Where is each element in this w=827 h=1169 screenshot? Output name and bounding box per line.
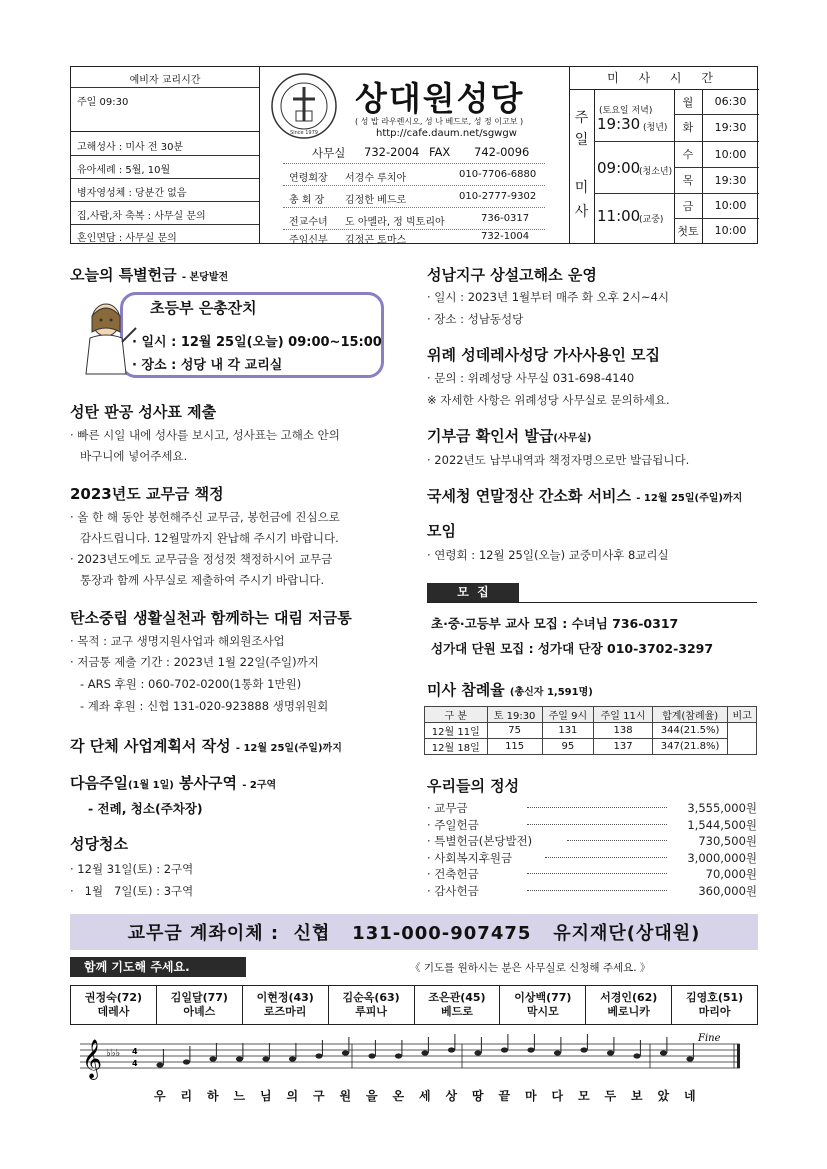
prayer-tag: 함께 기도해 주세요. <box>70 957 246 977</box>
weekday-label: 화 <box>682 121 694 134</box>
contact-phone: 736-0317 <box>481 213 530 224</box>
music-note <box>580 1047 587 1052</box>
fax-number: 742-0096 <box>474 145 530 159</box>
carbon-line: - 계좌 후원 : 신협 131-020-923888 생명위원회 <box>80 699 329 713</box>
attendance-cell: 138 <box>594 723 653 739</box>
weekday-label: 첫토 <box>677 224 699 238</box>
table-row <box>425 723 757 739</box>
contact-role: 총 회 장 <box>289 195 325 206</box>
flat-icon: ♭♭♭ <box>106 1048 121 1059</box>
attendance-header: 합계(참례율) <box>653 707 728 723</box>
info-row: 혼인면담 : 사무실 문의 <box>77 233 177 244</box>
lyric-syllable: 네 <box>684 1089 696 1103</box>
info-row: 병자영성체 : 당분간 없음 <box>77 188 187 199</box>
account-banner: 교무금 계좌이체 : 신협 131-000-907475 유지재단(상대원) <box>70 914 758 950</box>
sunday-sub-2: (청소년) <box>639 167 673 177</box>
list-item: · 건축헌금 70,000원 <box>427 867 757 881</box>
christmas-card-title: 성탄 판공 성사표 제출 <box>70 403 217 421</box>
recruit-divider <box>427 602 757 603</box>
attendance-note-cell <box>728 723 757 755</box>
special-offering-title: 오늘의 특별헌금 - 본당발전 <box>70 266 229 284</box>
music-note <box>607 1050 614 1055</box>
list-item: 이상백(77) 막시모 <box>499 986 585 1024</box>
treble-clef-icon: 𝄞 <box>82 1039 103 1079</box>
music-note <box>342 1050 349 1055</box>
dues-line: 감사드립니다. 12월말까지 완납해 주시기 바랍니다. <box>80 531 339 545</box>
next-sunday-line: - 전례, 청소(주차장) <box>88 801 203 816</box>
confession-line: · 장소 : 성남동성당 <box>427 312 524 326</box>
weekday-time: 19:30 <box>714 120 747 134</box>
recruit-tag: 모 집 <box>427 583 519 602</box>
donation-cert-line: · 2022년도 납부내역과 책정자명으로만 발급됩니다. <box>427 453 690 467</box>
attendance-cell: 95 <box>542 739 593 755</box>
lyric-syllable: 느 <box>233 1089 246 1103</box>
attendance-cell: 137 <box>594 739 653 755</box>
list-item: · 감사헌금 360,000원 <box>427 883 757 898</box>
contact-name: 서경수 루치아 <box>345 173 407 184</box>
lyric-syllable: 상 <box>445 1089 458 1103</box>
church-subtitle: ( 성 밥 라우렌시오, 성 나 베드로, 성 정 이고보 ) <box>355 117 524 126</box>
mass-label-char: 미 <box>574 180 589 196</box>
sunday-time-2: 09:00 <box>597 159 641 177</box>
dues-title: 2023년도 교무금 책정 <box>70 485 224 503</box>
lyric-syllable: 온 <box>392 1089 405 1103</box>
music-note <box>448 1047 455 1052</box>
dues-line: 통장과 함께 사무실로 제출하여 주시기 바랍니다. <box>80 573 325 587</box>
lyric-syllable: 하 <box>207 1089 219 1103</box>
confession-line: · 일시 : 2023년 1월부터 매주 화 오후 2시~4시 <box>427 290 670 304</box>
music-note <box>395 1053 402 1058</box>
cafe-url[interactable]: http://cafe.daum.net/sgwgw <box>376 128 517 139</box>
list-item: · 주일헌금 1,544,500원 <box>427 817 757 832</box>
cleaning-title: 성당청소 <box>70 835 128 853</box>
contact-name: 김정한 베드로 <box>345 195 407 206</box>
event-banner-title: 초등부 은총잔치 <box>146 297 261 318</box>
lyric-syllable: 보 <box>631 1089 643 1103</box>
attendance-cell: 347(21.8%) <box>653 739 728 755</box>
lyric-syllable: 세 <box>419 1089 431 1103</box>
info-row: 유아세례 : 5월, 10월 <box>77 165 171 176</box>
tax-title: 국세청 연말정산 간소화 서비스 - 12월 25일(주일)까지 <box>427 487 743 505</box>
carbon-line: - ARS 후원 : 060-702-0200(1통화 1만원) <box>80 677 302 691</box>
dues-line: · 올 한 해 동안 봉헌해주신 교무금, 봉헌금에 진심으로 <box>70 510 340 524</box>
attendance-header: 구 분 <box>425 707 488 723</box>
carbon-title: 탄소중립 생활실천과 함께하는 대림 저금통 <box>70 609 352 627</box>
attendance-header: 주일 9시 <box>542 707 593 723</box>
lyric-syllable: 모 <box>578 1089 590 1103</box>
music-note <box>289 1056 296 1061</box>
music-note <box>183 1059 190 1064</box>
music-note <box>474 1050 481 1055</box>
housekeeper-line: · 문의 : 위례성당 사무실 031-698-4140 <box>427 371 635 385</box>
catechism-title: 예비자 교리시간 <box>129 75 201 86</box>
music-note <box>660 1050 667 1055</box>
event-place: · 장소 : 성당 내 각 교리실 <box>132 358 283 373</box>
lyric-syllable: 우 <box>154 1089 166 1103</box>
donation-cert-title: 기부금 확인서 발급(사무실) <box>427 427 592 445</box>
offerings-title: 우리들의 정성 <box>427 777 520 795</box>
music-note <box>554 1050 561 1055</box>
dues-line: · 2023년도에도 교무금을 정성껏 책정하시어 교무금 <box>70 552 333 566</box>
offerings-list <box>427 800 757 899</box>
weekday-time: 10:00 <box>714 224 747 237</box>
sunday-sub-3: (교중) <box>639 215 664 225</box>
attendance-cell: 12월 11일 <box>425 723 488 739</box>
recruit-line: 초·중·고등부 교사 모집 : 수녀님 736-0317 <box>431 616 679 631</box>
contact-name: 도 아멜라, 정 빅토리아 <box>345 217 445 228</box>
lyric-syllable: 리 <box>180 1089 193 1103</box>
fine-marking: Fine <box>698 1033 721 1044</box>
time-signature-icon: 4 <box>132 1059 138 1068</box>
catechism-time: 주일 09:30 <box>77 97 129 108</box>
list-item: · 특별헌금(본당발전) 730,500원 <box>427 834 757 848</box>
office-phone: 732-2004 <box>364 145 420 159</box>
list-item: 김순옥(63) 루피나 <box>328 986 414 1024</box>
music-note <box>315 1053 322 1058</box>
music-note <box>527 1047 534 1052</box>
christmas-card-line: · 빠른 시일 내에 성사를 보시고, 성사표는 고해소 안의 <box>70 428 340 442</box>
list-item: 김일달(77) 아녜스 <box>156 986 242 1024</box>
attendance-title: 미사 참례율 (총신자 1,591명) <box>427 681 593 699</box>
weekday-label: 수 <box>682 148 694 161</box>
church-seal-icon <box>269 71 339 141</box>
table-row <box>425 739 757 755</box>
prayer-note: 《 기도를 원하시는 분은 사무실로 신청해 주세요. 》 <box>410 962 651 974</box>
music-note <box>262 1056 269 1061</box>
attendance-cell: 75 <box>487 723 542 739</box>
attendance-cell: 12월 18일 <box>425 739 488 755</box>
office-label: 사무실 <box>312 146 346 160</box>
contact-name: 김정곤 토마스 <box>345 235 407 246</box>
contact-phone: 010-7706-6880 <box>459 169 537 180</box>
lyric-syllable: 을 <box>366 1089 378 1103</box>
event-date: · 일시 : 12월 25일(오늘) 09:00~15:00 <box>132 335 382 350</box>
jesus-cartoon-icon <box>76 298 140 376</box>
weekday-label: 금 <box>682 199 694 213</box>
carbon-line: · 목적 : 교구 생명지원사업과 해외원조사업 <box>70 634 285 648</box>
attendance-table <box>424 706 757 755</box>
next-sunday-title: 다음주일(1월 1일) 봉사구역 - 2구역 <box>70 774 277 792</box>
weekday-label: 목 <box>682 174 694 187</box>
weekday-time: 19:30 <box>714 173 747 187</box>
music-note <box>501 1047 508 1052</box>
cleaning-line: · 1월 7일(토) : 3구역 <box>70 884 194 898</box>
fax-label: FAX <box>429 145 451 159</box>
lyric-syllable: 마 <box>525 1089 537 1103</box>
weekday-time: 06:30 <box>714 95 747 108</box>
christmas-card-line: 바구니에 넣어주세요. <box>80 449 188 463</box>
time-signature-icon: 4 <box>132 1047 138 1056</box>
music-staff <box>70 1030 760 1082</box>
saturday-sub: (청년) <box>643 123 668 133</box>
lyric-syllable: 땅 <box>472 1089 484 1103</box>
weekday-time: 10:00 <box>714 147 747 161</box>
mass-label-char: 일 <box>574 132 589 148</box>
church-name: 상대원성당 <box>355 79 525 118</box>
attendance-header: 비고 <box>728 707 757 723</box>
list-item: 조은관(45) 베드로 <box>414 986 500 1024</box>
carbon-line: · 저금통 제출 기간 : 2023년 1월 22일(주일)까지 <box>70 655 319 669</box>
music-note <box>209 1056 216 1061</box>
meeting-line: · 연령회 : 12월 25일(오늘) 교중미사후 8교리실 <box>427 548 669 562</box>
housekeeper-line: ※ 자세한 사항은 위례성당 사무실로 문의하세요. <box>427 393 670 407</box>
bulletin-header <box>70 66 758 244</box>
lyric-syllable: 았 <box>657 1089 670 1103</box>
list-item: · 교무금 3,555,000원 <box>427 801 757 815</box>
contact-phone: 732-1004 <box>481 231 530 242</box>
lyric-syllable: 의 <box>286 1089 299 1103</box>
lyric-syllable: 구 <box>313 1089 325 1103</box>
info-row: 집,사람,차 축복 : 사무실 문의 <box>77 211 206 222</box>
lyric-syllable: 원 <box>339 1089 352 1103</box>
attendance-cell: 344(21.5%) <box>653 723 728 739</box>
list-item: 서경인(62) 베로니카 <box>585 986 671 1024</box>
confession-title: 성남지구 상설고해소 운영 <box>427 266 597 284</box>
contact-role: 전교수녀 <box>289 217 328 228</box>
sunday-time-3: 11:00 <box>597 207 641 225</box>
music-note <box>421 1050 428 1055</box>
lyric-syllable: 두 <box>604 1089 617 1103</box>
housekeeper-title: 위례 성데레사성당 가사사용인 모집 <box>427 346 661 364</box>
meeting-title: 모임 <box>427 522 456 540</box>
mass-label-char: 주 <box>574 110 589 126</box>
attendance-cell: 115 <box>487 739 542 755</box>
weekday-label: 월 <box>682 95 694 109</box>
info-row: 고해성사 : 미사 전 30분 <box>77 142 184 153</box>
plans-title: 각 단체 사업계획서 작성 - 12월 25일(주일)까지 <box>70 737 342 755</box>
attendance-header: 토 19:30 <box>487 707 542 723</box>
lyric-syllable: 끝 <box>498 1089 511 1103</box>
mass-times-title: 미 사 시 간 <box>607 71 721 85</box>
attendance-header: 주일 11시 <box>594 707 653 723</box>
attendance-cell: 131 <box>542 723 593 739</box>
music-note <box>236 1056 243 1061</box>
cleaning-line: · 12월 31일(토) : 2구역 <box>70 862 194 876</box>
music-note <box>156 1062 163 1067</box>
music-note <box>686 1056 693 1061</box>
music-note <box>368 1053 375 1058</box>
prayer-list <box>70 985 758 1025</box>
music-note <box>633 1053 640 1058</box>
saturday-note: (토요일 저녁) <box>599 106 653 116</box>
seal-text: Since 1979 <box>290 130 318 136</box>
mass-label-char: 사 <box>574 204 589 220</box>
saturday-time: 19:30 <box>597 115 641 133</box>
contact-role: 연령회장 <box>289 173 328 184</box>
contact-role: 주임신부 <box>289 235 328 246</box>
list-item: 권정숙(72) 데레사 <box>84 991 143 1018</box>
list-item: 이현정(43) 로즈마리 <box>242 986 328 1024</box>
contact-phone: 010-2777-9302 <box>459 191 537 202</box>
lyric-syllable: 다 <box>551 1089 564 1103</box>
recruit-line: 성가대 단원 모집 : 성가대 단장 010-3702-3297 <box>431 641 714 656</box>
lyric-syllable: 님 <box>260 1089 272 1103</box>
weekday-time: 10:00 <box>714 199 747 212</box>
list-item: · 사회복지후원금 3,000,000원 <box>427 850 757 865</box>
list-item: 김영호(51) 마리아 <box>671 986 757 1024</box>
